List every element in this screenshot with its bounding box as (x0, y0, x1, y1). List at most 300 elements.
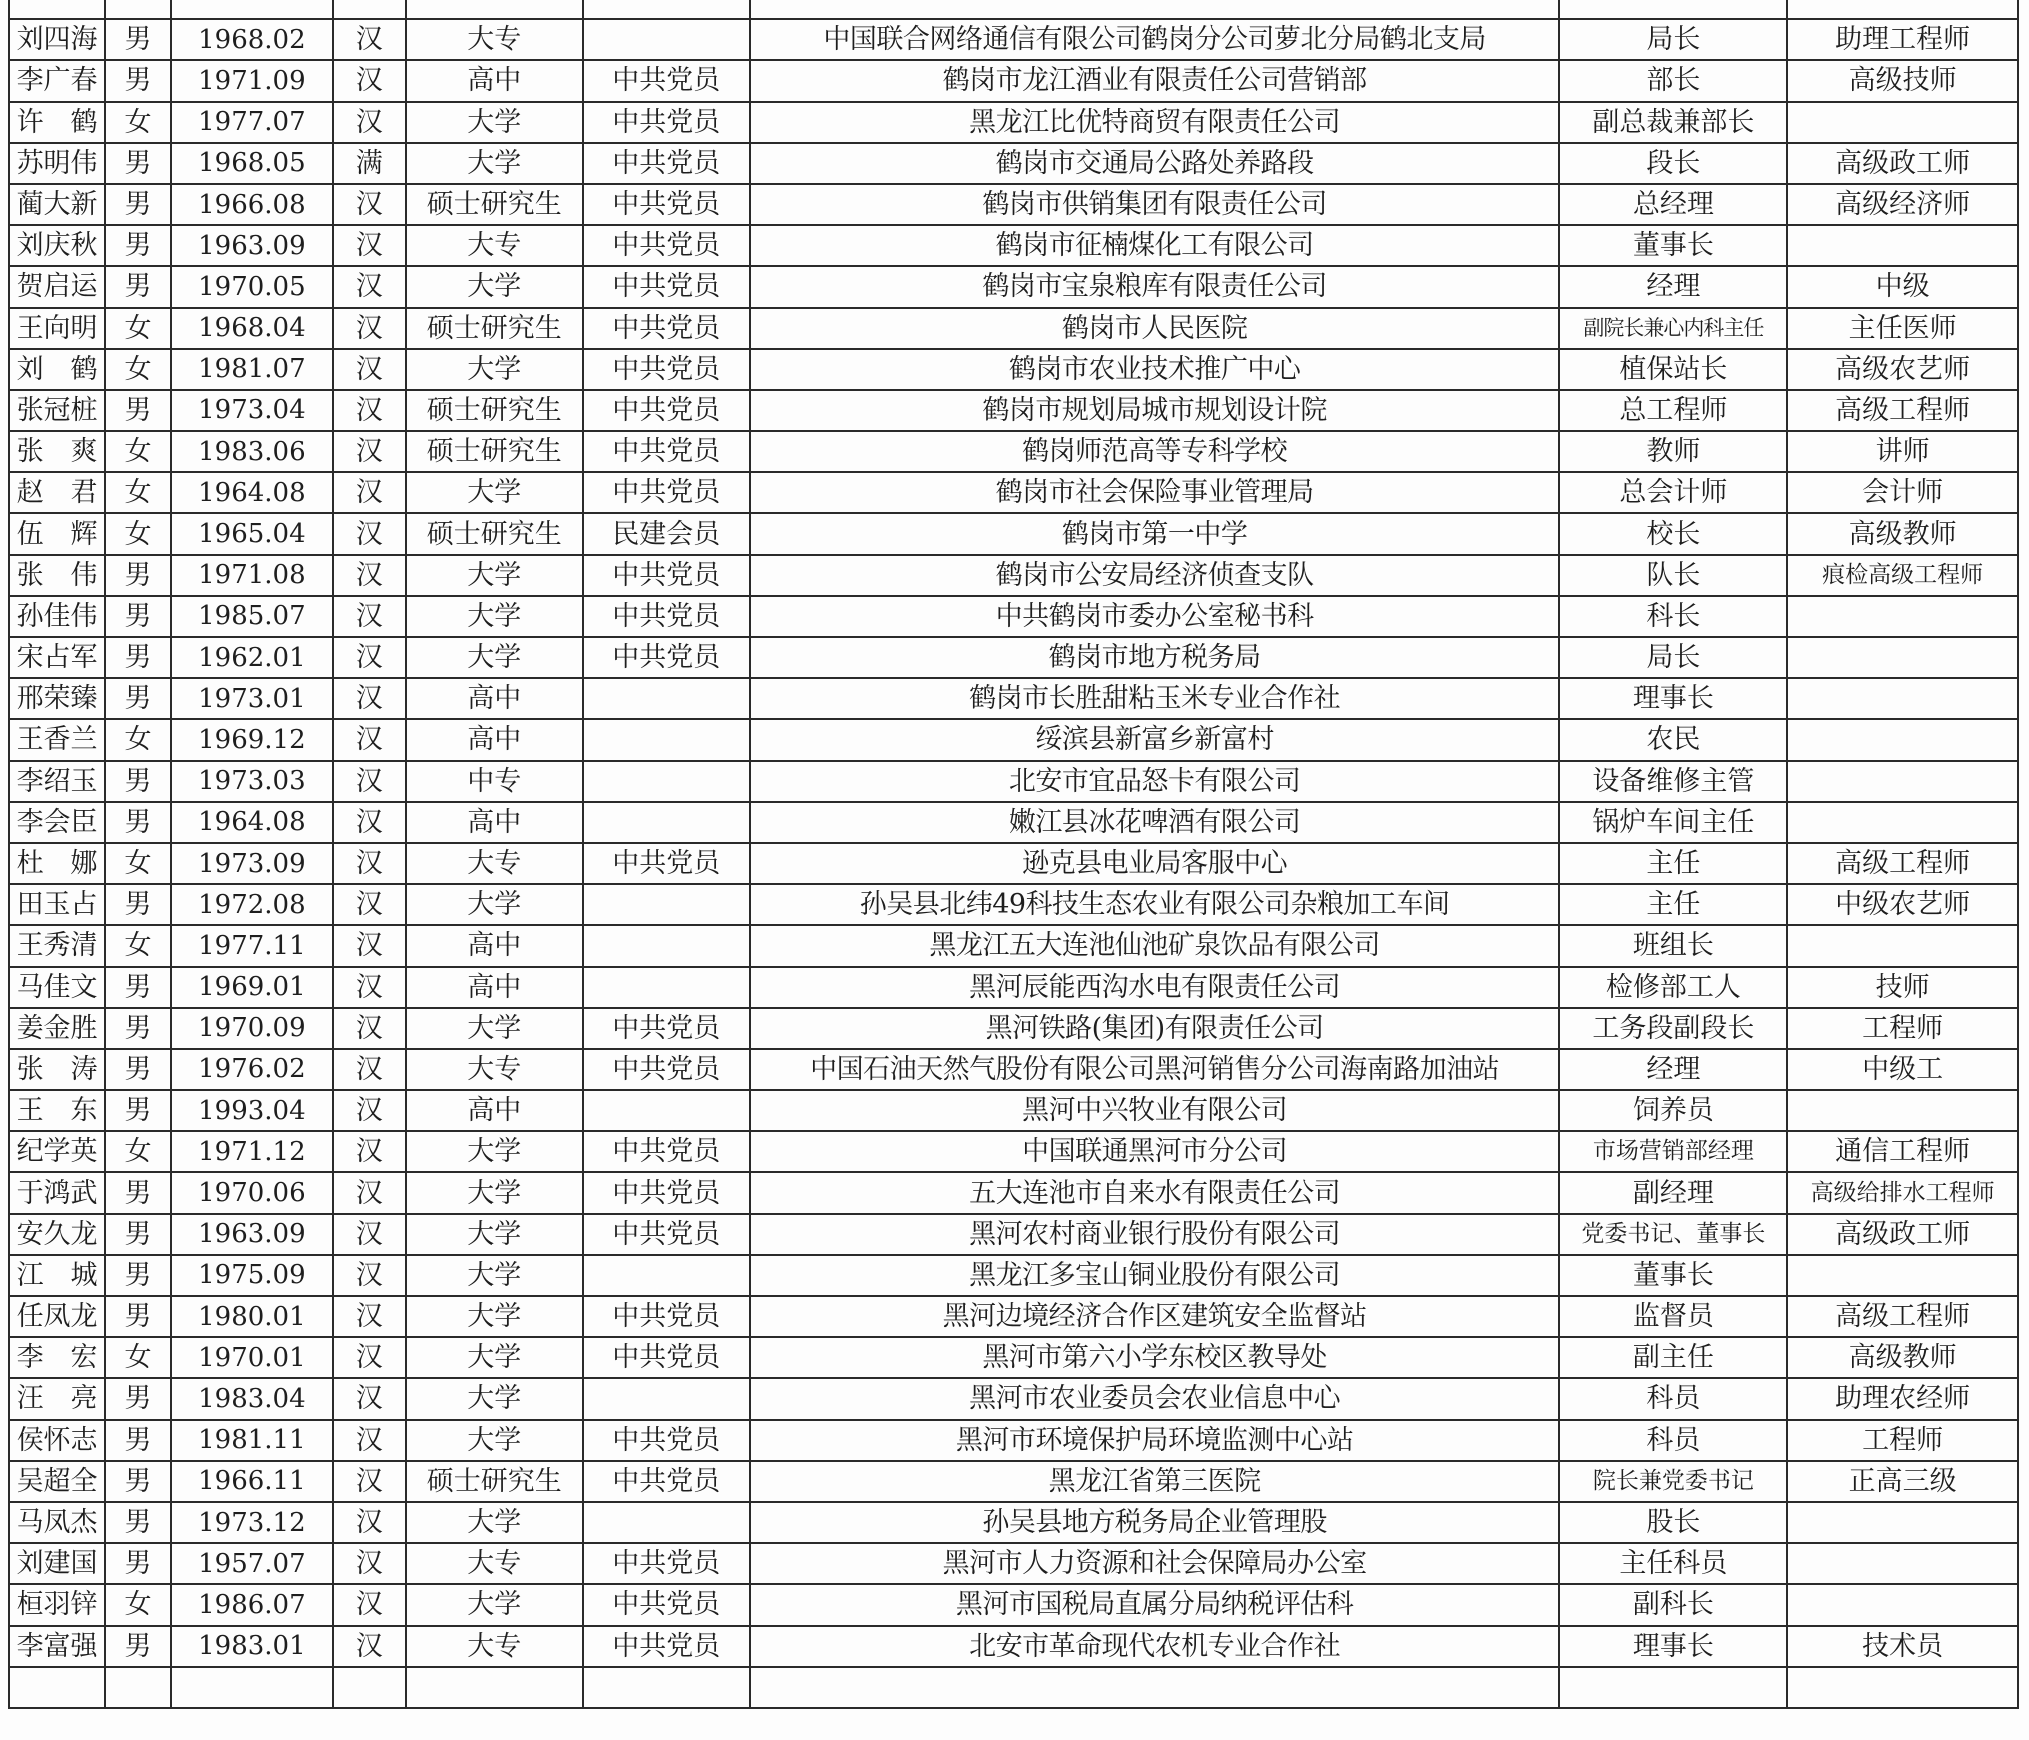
education-cell: 硕士研究生 (406, 1461, 583, 1502)
party-cell: 中共党员 (583, 1420, 750, 1461)
ethnicity-cell: 汉 (333, 884, 406, 925)
ethnicity-cell (333, 1667, 406, 1708)
title-cell: 工程师 (1787, 1420, 2018, 1461)
birth-date-cell: 1968.05 (171, 143, 333, 184)
gender-cell: 女 (105, 925, 171, 966)
gender-cell: 男 (105, 390, 171, 431)
title-cell (1787, 802, 2018, 843)
gender-cell: 男 (105, 1296, 171, 1337)
name-cell: 安久龙 (9, 1214, 105, 1255)
ethnicity-cell: 汉 (333, 102, 406, 143)
education-cell (406, 1667, 583, 1708)
title-cell (1787, 678, 2018, 719)
name-cell: 侯怀志 (9, 1420, 105, 1461)
education-cell: 大学 (406, 1255, 583, 1296)
position-cell: 副总裁兼部长 (1559, 102, 1787, 143)
gender-cell: 男 (105, 225, 171, 266)
education-cell: 大专 (406, 1543, 583, 1584)
birth-date-cell: 1971.09 (171, 60, 333, 101)
name-cell: 汪 亮 (9, 1378, 105, 1419)
education-cell: 硕士研究生 (406, 513, 583, 554)
ethnicity-cell: 汉 (333, 266, 406, 307)
name-cell: 李富强 (9, 1626, 105, 1667)
title-cell: 痕检高级工程师 (1787, 555, 2018, 596)
birth-date-cell (171, 0, 333, 19)
position-cell: 董事长 (1559, 1255, 1787, 1296)
ethnicity-cell: 汉 (333, 1378, 406, 1419)
birth-date-cell: 1971.08 (171, 555, 333, 596)
ethnicity-cell: 汉 (333, 184, 406, 225)
workplace-cell: 鹤岗市地方税务局 (750, 637, 1560, 678)
table-row (9, 60, 2018, 101)
education-cell: 大学 (406, 266, 583, 307)
education-cell: 大学 (406, 1337, 583, 1378)
name-cell: 张冠桩 (9, 390, 105, 431)
birth-date-cell: 1983.04 (171, 1378, 333, 1419)
party-cell: 中共党员 (583, 1131, 750, 1172)
name-cell: 杜 娜 (9, 843, 105, 884)
table-row (9, 1667, 2018, 1708)
position-cell: 院长兼党委书记 (1559, 1461, 1787, 1502)
birth-date-cell: 1970.06 (171, 1172, 333, 1213)
workplace-cell: 鹤岗市农业技术推广中心 (750, 349, 1560, 390)
roster-table (8, 0, 2019, 1709)
position-cell: 党委书记、董事长 (1559, 1214, 1787, 1255)
workplace-cell: 鹤岗市第一中学 (750, 513, 1560, 554)
gender-cell: 男 (105, 637, 171, 678)
workplace-cell: 黑龙江五大连池仙池矿泉饮品有限公司 (750, 925, 1560, 966)
title-cell: 中级工 (1787, 1049, 2018, 1090)
ethnicity-cell: 汉 (333, 802, 406, 843)
table-row (9, 1626, 2018, 1667)
name-cell: 赵 君 (9, 472, 105, 513)
birth-date-cell: 1973.03 (171, 761, 333, 802)
ethnicity-cell: 汉 (333, 1543, 406, 1584)
birth-date-cell: 1981.07 (171, 349, 333, 390)
workplace-cell: 鹤岗市龙江酒业有限责任公司营销部 (750, 60, 1560, 101)
party-cell (583, 19, 750, 60)
name-cell: 苏明伟 (9, 143, 105, 184)
party-cell: 中共党员 (583, 390, 750, 431)
title-cell: 高级工程师 (1787, 390, 2018, 431)
workplace-cell (750, 0, 1560, 19)
ethnicity-cell: 汉 (333, 19, 406, 60)
title-cell (1787, 761, 2018, 802)
position-cell: 科长 (1559, 596, 1787, 637)
party-cell (583, 0, 750, 19)
workplace-cell: 鹤岗市宝泉粮库有限责任公司 (750, 266, 1560, 307)
education-cell: 硕士研究生 (406, 390, 583, 431)
workplace-cell: 黑龙江省第三医院 (750, 1461, 1560, 1502)
table-row (9, 102, 2018, 143)
table-row (9, 884, 2018, 925)
workplace-cell: 鹤岗师范高等专科学校 (750, 431, 1560, 472)
workplace-cell: 中国联合网络通信有限公司鹤岗分公司萝北分局鹤北支局 (750, 19, 1560, 60)
ethnicity-cell: 汉 (333, 1255, 406, 1296)
education-cell: 大学 (406, 1584, 583, 1625)
workplace-cell: 黑河农村商业银行股份有限公司 (750, 1214, 1560, 1255)
table-row (9, 967, 2018, 1008)
title-cell: 高级农艺师 (1787, 349, 2018, 390)
workplace-cell: 北安市宜品怒卡有限公司 (750, 761, 1560, 802)
position-cell: 副院长兼心内科主任 (1559, 308, 1787, 349)
gender-cell: 女 (105, 431, 171, 472)
name-cell: 贺启运 (9, 266, 105, 307)
birth-date-cell: 1977.07 (171, 102, 333, 143)
ethnicity-cell: 汉 (333, 1131, 406, 1172)
party-cell: 中共党员 (583, 637, 750, 678)
workplace-cell: 逊克县电业局客服中心 (750, 843, 1560, 884)
ethnicity-cell: 汉 (333, 596, 406, 637)
education-cell: 大学 (406, 102, 583, 143)
roster-table-body (9, 0, 2018, 1708)
position-cell: 农民 (1559, 719, 1787, 760)
table-row (9, 349, 2018, 390)
birth-date-cell: 1980.01 (171, 1296, 333, 1337)
workplace-cell: 鹤岗市规划局城市规划设计院 (750, 390, 1560, 431)
name-cell: 刘庆秋 (9, 225, 105, 266)
education-cell: 硕士研究生 (406, 184, 583, 225)
table-row (9, 1172, 2018, 1213)
title-cell: 中级 (1787, 266, 2018, 307)
birth-date-cell: 1970.05 (171, 266, 333, 307)
ethnicity-cell: 汉 (333, 1420, 406, 1461)
name-cell: 马佳文 (9, 967, 105, 1008)
party-cell: 中共党员 (583, 1543, 750, 1584)
education-cell: 高中 (406, 719, 583, 760)
name-cell: 任凤龙 (9, 1296, 105, 1337)
name-cell: 孙佳伟 (9, 596, 105, 637)
position-cell: 经理 (1559, 266, 1787, 307)
position-cell: 主任 (1559, 843, 1787, 884)
table-row (9, 1008, 2018, 1049)
ethnicity-cell: 汉 (333, 1337, 406, 1378)
ethnicity-cell: 汉 (333, 761, 406, 802)
title-cell: 会计师 (1787, 472, 2018, 513)
birth-date-cell: 1969.12 (171, 719, 333, 760)
position-cell: 科员 (1559, 1378, 1787, 1419)
position-cell: 设备维修主管 (1559, 761, 1787, 802)
table-row (9, 1090, 2018, 1131)
name-cell: 李会臣 (9, 802, 105, 843)
birth-date-cell: 1966.08 (171, 184, 333, 225)
education-cell: 高中 (406, 60, 583, 101)
party-cell: 中共党员 (583, 1172, 750, 1213)
title-cell (1787, 1090, 2018, 1131)
name-cell: 吴超全 (9, 1461, 105, 1502)
position-cell: 主任科员 (1559, 1543, 1787, 1584)
education-cell: 大专 (406, 225, 583, 266)
party-cell: 中共党员 (583, 431, 750, 472)
position-cell: 总会计师 (1559, 472, 1787, 513)
party-cell (583, 967, 750, 1008)
party-cell: 中共党员 (583, 143, 750, 184)
title-cell: 讲师 (1787, 431, 2018, 472)
gender-cell: 男 (105, 1172, 171, 1213)
title-cell: 助理工程师 (1787, 19, 2018, 60)
title-cell (1787, 225, 2018, 266)
position-cell: 队长 (1559, 555, 1787, 596)
gender-cell: 女 (105, 1131, 171, 1172)
party-cell: 中共党员 (583, 60, 750, 101)
position-cell: 监督员 (1559, 1296, 1787, 1337)
education-cell: 大学 (406, 349, 583, 390)
workplace-cell: 黑河市国税局直属分局纳税评估科 (750, 1584, 1560, 1625)
title-cell: 高级工程师 (1787, 1296, 2018, 1337)
table-row (9, 596, 2018, 637)
gender-cell: 女 (105, 719, 171, 760)
gender-cell: 女 (105, 1584, 171, 1625)
birth-date-cell: 1971.12 (171, 1131, 333, 1172)
ethnicity-cell: 汉 (333, 308, 406, 349)
birth-date-cell: 1966.11 (171, 1461, 333, 1502)
title-cell (1787, 719, 2018, 760)
title-cell: 高级经济师 (1787, 184, 2018, 225)
party-cell: 中共党员 (583, 472, 750, 513)
education-cell: 大学 (406, 555, 583, 596)
birth-date-cell: 1973.12 (171, 1502, 333, 1543)
title-cell: 高级给排水工程师 (1787, 1172, 2018, 1213)
workplace-cell: 鹤岗市长胜甜粘玉米专业合作社 (750, 678, 1560, 719)
position-cell: 植保站长 (1559, 349, 1787, 390)
party-cell: 中共党员 (583, 102, 750, 143)
party-cell (583, 884, 750, 925)
position-cell: 经理 (1559, 1049, 1787, 1090)
party-cell: 中共党员 (583, 555, 750, 596)
position-cell: 科员 (1559, 1420, 1787, 1461)
position-cell: 副科长 (1559, 1584, 1787, 1625)
birth-date-cell: 1983.06 (171, 431, 333, 472)
party-cell (583, 1255, 750, 1296)
title-cell: 正高三级 (1787, 1461, 2018, 1502)
table-row (9, 678, 2018, 719)
party-cell: 中共党员 (583, 1626, 750, 1667)
birth-date-cell: 1985.07 (171, 596, 333, 637)
table-row (9, 1337, 2018, 1378)
table-row (9, 555, 2018, 596)
title-cell: 高级教师 (1787, 1337, 2018, 1378)
position-cell: 总工程师 (1559, 390, 1787, 431)
birth-date-cell: 1964.08 (171, 802, 333, 843)
workplace-cell: 黑河铁路(集团)有限责任公司 (750, 1008, 1560, 1049)
gender-cell: 男 (105, 761, 171, 802)
ethnicity-cell: 汉 (333, 843, 406, 884)
birth-date-cell: 1983.01 (171, 1626, 333, 1667)
position-cell: 局长 (1559, 19, 1787, 60)
birth-date-cell: 1969.01 (171, 967, 333, 1008)
name-cell: 刘建国 (9, 1543, 105, 1584)
ethnicity-cell: 汉 (333, 1049, 406, 1090)
birth-date-cell: 1970.09 (171, 1008, 333, 1049)
gender-cell: 女 (105, 513, 171, 554)
education-cell: 大专 (406, 1049, 583, 1090)
position-cell: 段长 (1559, 143, 1787, 184)
education-cell: 大学 (406, 472, 583, 513)
workplace-cell: 黑河市环境保护局环境监测中心站 (750, 1420, 1560, 1461)
name-cell: 姜金胜 (9, 1008, 105, 1049)
party-cell: 中共党员 (583, 266, 750, 307)
birth-date-cell: 1963.09 (171, 225, 333, 266)
table-row (9, 472, 2018, 513)
party-cell (583, 761, 750, 802)
title-cell: 高级工程师 (1787, 843, 2018, 884)
gender-cell: 女 (105, 843, 171, 884)
party-cell: 中共党员 (583, 1008, 750, 1049)
position-cell: 总经理 (1559, 184, 1787, 225)
position-cell: 股长 (1559, 1502, 1787, 1543)
position-cell: 副主任 (1559, 1337, 1787, 1378)
party-cell (583, 1667, 750, 1708)
workplace-cell: 黑河市人力资源和社会保障局办公室 (750, 1543, 1560, 1584)
title-cell: 主任医师 (1787, 308, 2018, 349)
gender-cell: 男 (105, 1502, 171, 1543)
party-cell: 中共党员 (583, 1214, 750, 1255)
name-cell: 江 城 (9, 1255, 105, 1296)
name-cell: 李广春 (9, 60, 105, 101)
title-cell (1787, 1667, 2018, 1708)
ethnicity-cell: 汉 (333, 1502, 406, 1543)
table-row (9, 925, 2018, 966)
workplace-cell: 黑河中兴牧业有限公司 (750, 1090, 1560, 1131)
name-cell: 张 涛 (9, 1049, 105, 1090)
party-cell (583, 678, 750, 719)
ethnicity-cell: 满 (333, 143, 406, 184)
birth-date-cell: 1970.01 (171, 1337, 333, 1378)
workplace-cell: 鹤岗市交通局公路处养路段 (750, 143, 1560, 184)
gender-cell: 男 (105, 1420, 171, 1461)
table-row (9, 0, 2018, 19)
name-cell: 刘 鹤 (9, 349, 105, 390)
title-cell (1787, 637, 2018, 678)
title-cell: 高级教师 (1787, 513, 2018, 554)
party-cell (583, 1378, 750, 1419)
education-cell: 硕士研究生 (406, 308, 583, 349)
gender-cell: 女 (105, 308, 171, 349)
table-row (9, 719, 2018, 760)
education-cell: 大学 (406, 1008, 583, 1049)
education-cell: 大学 (406, 596, 583, 637)
title-cell: 高级技师 (1787, 60, 2018, 101)
gender-cell: 男 (105, 555, 171, 596)
gender-cell: 男 (105, 266, 171, 307)
education-cell: 大学 (406, 1502, 583, 1543)
birth-date-cell: 1973.04 (171, 390, 333, 431)
workplace-cell: 五大连池市自来水有限责任公司 (750, 1172, 1560, 1213)
gender-cell: 男 (105, 1461, 171, 1502)
gender-cell: 男 (105, 596, 171, 637)
workplace-cell: 鹤岗市人民医院 (750, 308, 1560, 349)
gender-cell: 男 (105, 1214, 171, 1255)
position-cell: 副经理 (1559, 1172, 1787, 1213)
party-cell (583, 719, 750, 760)
position-cell: 班组长 (1559, 925, 1787, 966)
education-cell: 中专 (406, 761, 583, 802)
party-cell: 中共党员 (583, 1584, 750, 1625)
birth-date-cell: 1965.04 (171, 513, 333, 554)
ethnicity-cell: 汉 (333, 225, 406, 266)
name-cell: 于鸿武 (9, 1172, 105, 1213)
table-row (9, 19, 2018, 60)
name-cell: 马凤杰 (9, 1502, 105, 1543)
ethnicity-cell: 汉 (333, 719, 406, 760)
table-row (9, 1296, 2018, 1337)
table-row (9, 308, 2018, 349)
party-cell: 中共党员 (583, 596, 750, 637)
position-cell: 工务段副段长 (1559, 1008, 1787, 1049)
party-cell: 中共党员 (583, 349, 750, 390)
workplace-cell: 绥滨县新富乡新富村 (750, 719, 1560, 760)
table-row (9, 761, 2018, 802)
ethnicity-cell: 汉 (333, 967, 406, 1008)
table-row (9, 637, 2018, 678)
education-cell: 大学 (406, 1131, 583, 1172)
position-cell: 校长 (1559, 513, 1787, 554)
table-row (9, 1502, 2018, 1543)
birth-date-cell: 1975.09 (171, 1255, 333, 1296)
workplace-cell: 鹤岗市征楠煤化工有限公司 (750, 225, 1560, 266)
gender-cell: 男 (105, 143, 171, 184)
gender-cell: 男 (105, 184, 171, 225)
table-row (9, 513, 2018, 554)
workplace-cell: 北安市革命现代农机专业合作社 (750, 1626, 1560, 1667)
party-cell (583, 925, 750, 966)
position-cell (1559, 0, 1787, 19)
title-cell (1787, 1584, 2018, 1625)
table-row (9, 1584, 2018, 1625)
title-cell: 工程师 (1787, 1008, 2018, 1049)
name-cell: 宋占军 (9, 637, 105, 678)
gender-cell: 女 (105, 472, 171, 513)
title-cell (1787, 925, 2018, 966)
title-cell: 技术员 (1787, 1626, 2018, 1667)
name-cell: 王香兰 (9, 719, 105, 760)
position-cell: 董事长 (1559, 225, 1787, 266)
workplace-cell: 孙吴县地方税务局企业管理股 (750, 1502, 1560, 1543)
ethnicity-cell: 汉 (333, 390, 406, 431)
birth-date-cell: 1968.04 (171, 308, 333, 349)
ethnicity-cell: 汉 (333, 555, 406, 596)
party-cell (583, 1090, 750, 1131)
gender-cell: 男 (105, 1543, 171, 1584)
education-cell: 高中 (406, 1090, 583, 1131)
birth-date-cell: 1963.09 (171, 1214, 333, 1255)
name-cell: 田玉占 (9, 884, 105, 925)
position-cell: 饲养员 (1559, 1090, 1787, 1131)
table-row (9, 1420, 2018, 1461)
birth-date-cell (171, 1667, 333, 1708)
position-cell: 理事长 (1559, 678, 1787, 719)
birth-date-cell: 1973.01 (171, 678, 333, 719)
position-cell: 理事长 (1559, 1626, 1787, 1667)
table-row (9, 1131, 2018, 1172)
education-cell: 大学 (406, 884, 583, 925)
table-row (9, 1214, 2018, 1255)
table-row (9, 1255, 2018, 1296)
education-cell: 大学 (406, 1214, 583, 1255)
ethnicity-cell: 汉 (333, 1008, 406, 1049)
education-cell (406, 0, 583, 19)
ethnicity-cell: 汉 (333, 513, 406, 554)
ethnicity-cell: 汉 (333, 349, 406, 390)
title-cell: 高级政工师 (1787, 1214, 2018, 1255)
party-cell: 民建会员 (583, 513, 750, 554)
position-cell: 教师 (1559, 431, 1787, 472)
workplace-cell: 黑龙江比优特商贸有限责任公司 (750, 102, 1560, 143)
ethnicity-cell: 汉 (333, 637, 406, 678)
gender-cell: 男 (105, 19, 171, 60)
table-row (9, 225, 2018, 266)
gender-cell: 男 (105, 1090, 171, 1131)
